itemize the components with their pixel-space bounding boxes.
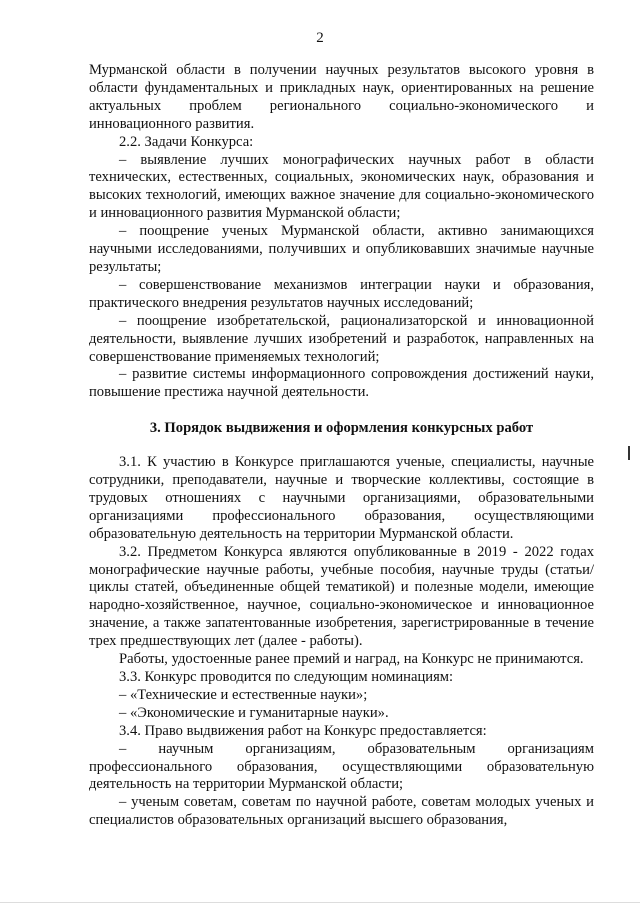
list-item-task: – развитие системы информационного сопровождения достижений науки, повышение престижа научной деятельности. bbox=[89, 366, 594, 401]
scan-edge-divider bbox=[0, 902, 640, 903]
list-item-task: – совершенствование механизмов интеграции науки и образования, практического внедрения результатов научных исследований; bbox=[89, 276, 594, 311]
list-item-nominator: – научным организациям, образовательным организациям профессионального образования, осуществляющими образовательную деятельность на территории Мурманской области; bbox=[89, 740, 594, 793]
paragraph-subsection-title: 2.2. Задачи Конкурса: bbox=[119, 133, 254, 150]
paragraph-3-2: 3.2. Предметом Конкурса являются опубликованные в 2019 - 2022 годах монографические научные работы, учебные пособия, научные труды (статьи/циклы статей, объединенные общей тематикой) и полезные модели, имеющие народно-хозяйственное, научное, социально-экономическое и инновационное значение, а также запатентованные изобретения, зарегистрированные в течение трех предшествующих лет (далее - работы). bbox=[89, 543, 594, 650]
list-item-task: – выявление лучших монографических научных работ в области технических, естественных, социальных, экономических наук, образования и высоких технологий, имеющих важное значение для социально-экономического и инновационного развития Мурманской области; bbox=[89, 151, 594, 222]
section-heading: 3. Порядок выдвижения и оформления конкурсных работ bbox=[149, 420, 534, 437]
list-item-nominator: – ученым советам, советам по научной работе, советам молодых ученых и специалистов образовательных организаций высшего образования, bbox=[89, 794, 594, 829]
paragraph-3-1: 3.1. К участию в Конкурсе приглашаются ученые, специалисты, научные сотрудники, преподаватели, научные и творческие коллективы, состоящие в трудовых отношениях с научными организациями, образовательными организациями профессионального образования, осуществляющими образовательную деятельность на территории Мурманской области. bbox=[89, 454, 594, 542]
paragraph-3-4: 3.4. Право выдвижения работ на Конкурс предоставляется: bbox=[119, 722, 487, 739]
paragraph-3-3: 3.3. Конкурс проводится по следующим номинациям: bbox=[119, 669, 454, 685]
document-body bbox=[89, 62, 594, 830]
list-item-task: – поощрение изобретательской, рационализаторской и инновационной деятельности, выявление лучших изобретений и разработок, направленных на совершенствование применяемых технологий; bbox=[89, 312, 594, 365]
nomination-item: – «Технические и естественные науки»; bbox=[119, 686, 368, 703]
paragraph-exclusion: Работы, удостоенные ранее премий и наград, на Конкурс не принимаются. bbox=[119, 651, 584, 668]
paragraph-continuation: Мурманской области в получении научных результатов высокого уровня в области фундаментальных и прикладных наук, ориентированных на решение актуальных проблем регионального социально-экономического и инновационного развития. bbox=[89, 62, 594, 132]
list-item-task: – поощрение ученых Мурманской области, активно занимающихся научными исследованиями, получивших и опубликовавших значимые научные результаты; bbox=[89, 223, 594, 275]
margin-mark bbox=[628, 446, 630, 460]
page-number: 2 bbox=[316, 30, 324, 46]
nomination-item: – «Экономические и гуманитарные науки». bbox=[119, 704, 389, 721]
